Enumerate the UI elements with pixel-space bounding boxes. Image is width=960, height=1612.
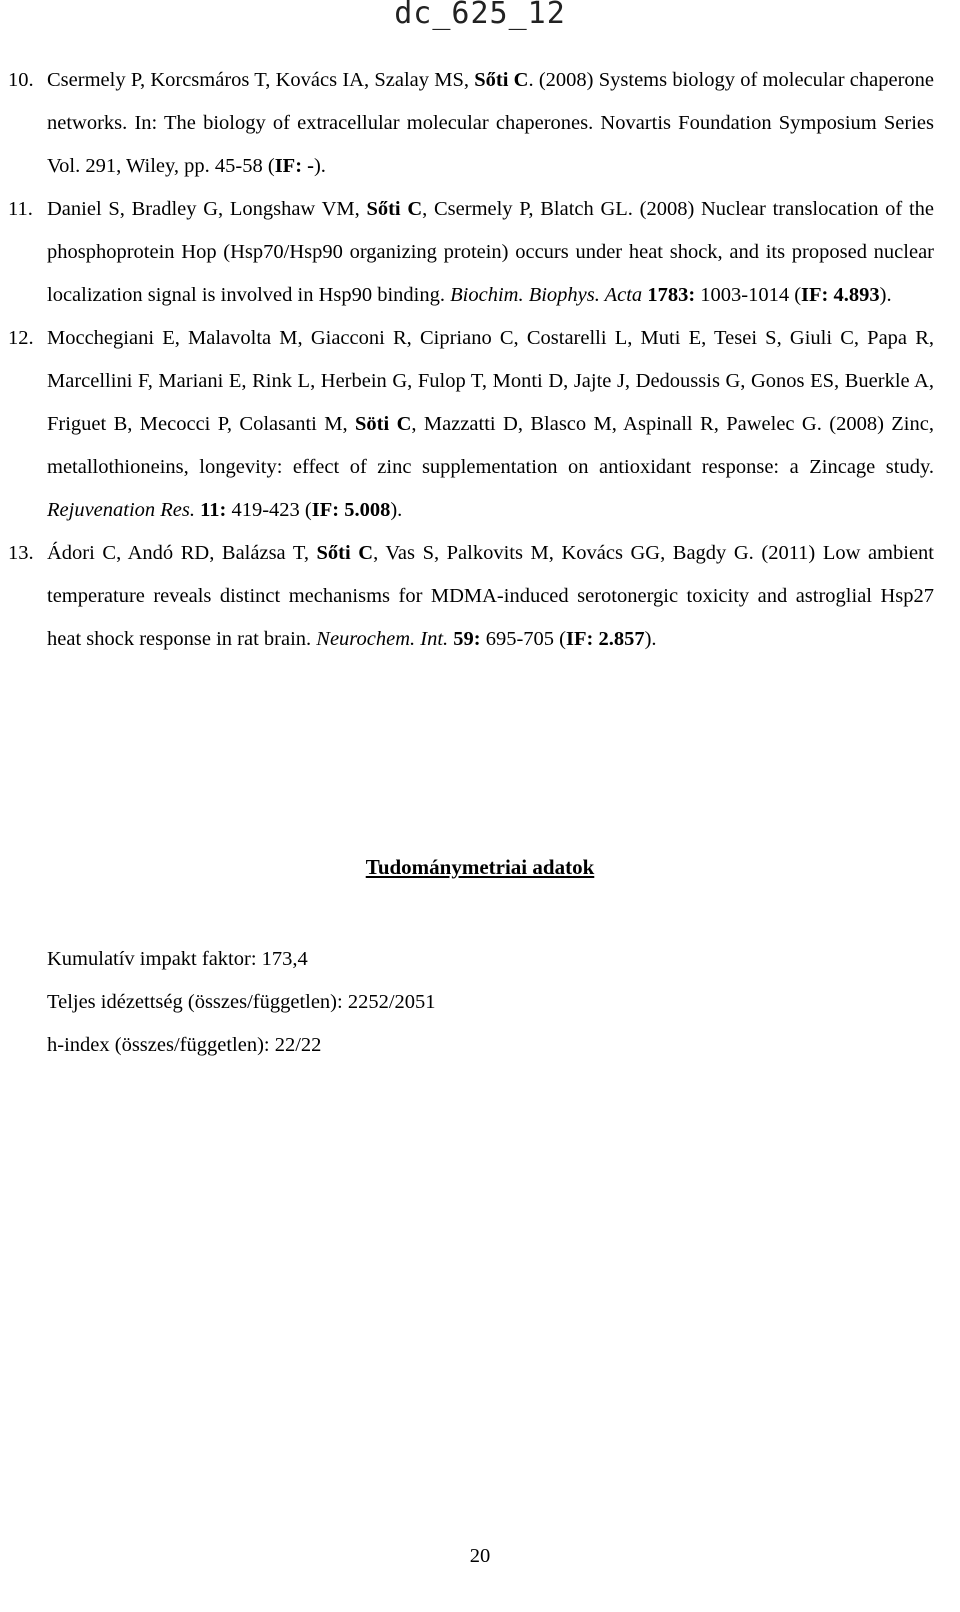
reference-authors: Daniel S, Bradley G, Longshaw VM, — [47, 198, 367, 220]
reference-item — [0, 188, 960, 317]
reference-item — [0, 59, 960, 188]
metric-total-citations: Teljes idézettség (összes/független): 2252/2051 — [47, 991, 436, 1013]
reference-pages: 695-705 ( — [480, 628, 567, 650]
reference-impact-factor: IF: - — [274, 155, 314, 177]
reference-authors: Mocchegiani E, Malavolta M, Giacconi R, Cipriano C, Costarelli L, Muti E, Tesei S, Giuli C, Papa R, Marcellini F, Mariani E, Rink L, Herbein G, Fulop T, Monti D, Jajte J, Dedoussis G, Gonos ES, Buerkle A, Friguet B, Mecocci P, Colasanti M, — [47, 327, 934, 435]
reference-self-author: Sőti C — [366, 198, 423, 220]
reference-end: ). — [644, 628, 657, 650]
reference-authors: Csermely P, Korcsmáros T, Kovács IA, Szalay MS, — [47, 69, 475, 91]
section-title: Tudománymetriai adatok — [365, 855, 595, 879]
reference-end: ). — [879, 284, 892, 306]
reference-impact-factor: IF: 2.857 — [566, 628, 645, 650]
reference-journal: Biochim. Biophys. Acta — [450, 284, 643, 306]
reference-list — [0, 59, 960, 661]
reference-volume: 59: — [453, 628, 481, 650]
reference-self-author: Sőti C — [316, 542, 374, 564]
page-number: 20 — [469, 1545, 491, 1567]
reference-item — [0, 317, 960, 532]
metric-h-index: h-index (összes/független): 22/22 — [47, 1034, 322, 1056]
reference-body: . (2008) Systems biology of molecular chaperone networks. In: The biology of extracellular molecular chaperones. Novartis Foundation Symposium Series Vol. 291, Wiley, pp. 45-58 ( — [47, 69, 934, 177]
reference-number: 13. — [8, 542, 34, 564]
reference-volume: 11: — [200, 499, 227, 521]
reference-item — [0, 532, 960, 661]
reference-body: , Mazzatti D, Blasco M, Aspinall R, Pawelec G. (2008) Zinc, metallothioneins, longevity: effect of zinc supplementation on antioxidant response: a Zincage study. — [47, 413, 934, 478]
reference-end: ). — [390, 499, 403, 521]
reference-journal: Rejuvenation Res. — [47, 499, 196, 521]
reference-number: 10. — [8, 69, 34, 91]
reference-body: , Vas S, Palkovits M, Kovács GG, Bagdy G. (2011) Low ambient temperature reveals distinct mechanisms for MDMA-induced serotonergic toxicity and astroglial Hsp27 heat shock response in rat brain. — [47, 542, 934, 650]
reference-impact-factor: IF: 5.008 — [311, 499, 391, 521]
reference-end: ). — [313, 155, 326, 177]
reference-volume: 1783: — [647, 284, 696, 306]
reference-impact-factor: IF: 4.893 — [801, 284, 880, 306]
reference-number: 11. — [8, 198, 33, 220]
metrics-list — [47, 938, 436, 1067]
reference-pages: 419-423 ( — [226, 499, 312, 521]
reference-authors: Ádori C, Andó RD, Balázsa T, — [47, 542, 317, 564]
reference-pages: 1003-1014 ( — [695, 284, 802, 306]
reference-self-author: Sőti C — [474, 69, 529, 91]
reference-self-author: Söti C — [355, 413, 412, 435]
reference-body: , Csermely P, Blatch GL. (2008) Nuclear translocation of the phosphoprotein Hop (Hsp70/Hsp90 organizing protein) occurs under heat shock, and its proposed nuclear localization signal is involved in Hsp90 binding. — [47, 198, 934, 306]
document-id-header: dc_625_12 — [394, 0, 566, 31]
reference-journal: Neurochem. Int. — [316, 628, 449, 650]
reference-number: 12. — [8, 327, 34, 349]
metric-cumulative-impact-factor: Kumulatív impakt faktor: 173,4 — [47, 948, 308, 970]
